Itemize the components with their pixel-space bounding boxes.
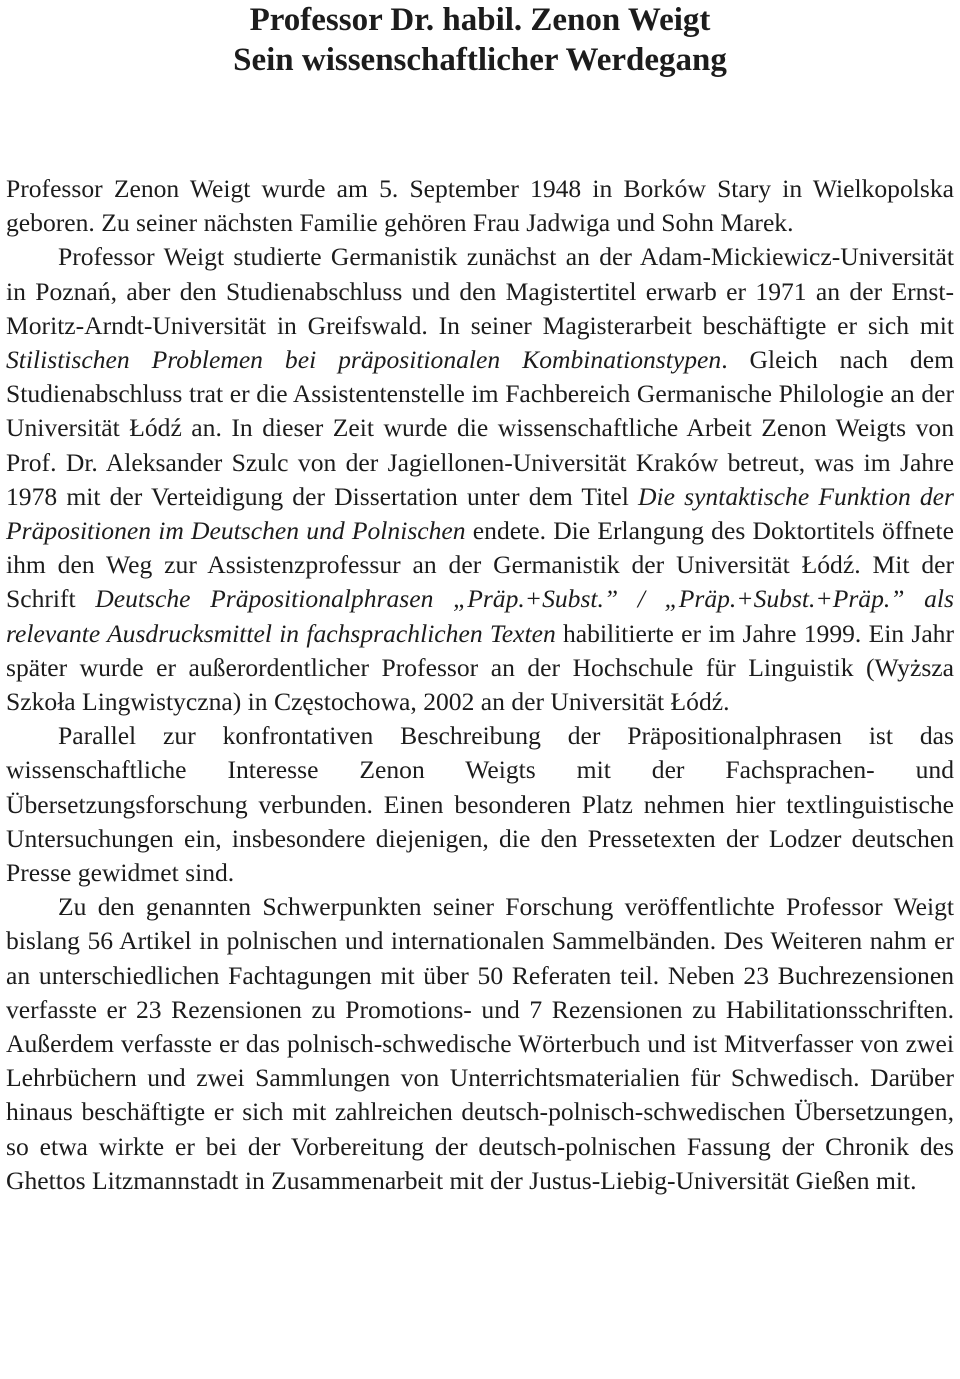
career-text-1: Professor Weigt studierte Germanistik zunächst an der Adam-Mickiewicz-Universität in Poznań, aber den Studienabschluss und den Magistertitel erwarb er 1971 an der Ernst-Moritz-Arndt-Universität in Greifswald. In seiner Magisterarbeit beschäftigte er sich mit (6, 242, 954, 340)
paragraph-career (6, 240, 954, 719)
paragraph-publications: Zu den genannten Schwerpunkten seiner Forschung veröffentlichte Professor Weigt bislang 56 Artikel in polnischen und internationalen Sammelbänden. Des Weiteren nahm er an unterschiedlichen Fachtagungen mit über 50 Referaten teil. Neben 23 Buchrezensionen verfasste er 23 Rezensionen zu Promotions- und 7 Rezensionen zu Habilitationsschriften. Außerdem verfasste er das polnisch-schwedische Wörterbuch und ist Mitverfasser von zwei Lehrbüchern und zwei Sammlungen von Unterrichtsmaterialien für Schwedisch. Darüber hinaus beschäftigte er sich mit zahlreichen deutsch-polnisch-schwedischen Übersetzungen, so etwa wirkte er bei der Vorbereitung der deutsch-polnischen Fassung der Chronik des Ghettos Litzmannstadt in Zusammenarbeit mit der Justus-Liebig-Universität Gießen mit. (6, 892, 954, 1195)
dissertation-title: Die syntaktische Funktion der Präpositionen im Deutschen und Polnischen (6, 481, 954, 546)
habilitation-title: Deutsche Präpositionalphrasen „Präp.+Subst.” / „Präp.+Subst.+Präp.” als relevante Ausdrucksmittel in fachsprachlichen Texten (6, 584, 955, 648)
magister-thesis-title: Stilistischen Problemen bei präpositionalen Kombinationstypen (6, 345, 722, 375)
paragraph-research: Parallel zur konfrontativen Beschreibung der Präpositionalphrasen ist das wissenschaftliche Interesse Zenon Weigts mit der Fachsprachen- und Übersetzungsforschung verbunden. Einen besonderen Platz nehmen hier textlinguistische Untersuchungen ein, insbesondere diejenigen, die den Pressetexten der Lodzer deutschen Presse gewidmet sind. (6, 721, 954, 888)
paragraph-intro: Professor Zenon Weigt wurde am 5. September 1948 in Borków Stary in Wielkopolska geboren. Zu seiner nächsten Familie gehören Frau Jadwiga und Sohn Marek. (6, 174, 954, 238)
career-text-3: endete. Die Erlangung des Doktortitels öffnete ihm den Weg zur Assistenzprofessur an der Germanistik der Universität Łódź. Mit der Schrift (6, 516, 954, 614)
title-line-2: Sein wissenschaftlicher Werdegang (233, 42, 727, 78)
career-text-2: . Gleich nach dem Studienabschluss trat er die Assistentenstelle im Fachbereich Germanische Philologie an der Universität Łódź an. In dieser Zeit wurde die wissenschaftliche Arbeit Zenon Weigts von Prof. Dr. Aleksander Szulc von der Jagiellonen-Universität Kraków betreut, was im Jahre 1978 mit der Verteidigung der Dissertation unter dem Titel (6, 345, 954, 511)
body-text (6, 172, 954, 1198)
career-text-4: habilitierte er im Jahre 1999. Ein Jahr später wurde er außerordentlicher Professor an der Hochschule für Linguistik (Wyższa Szkoła Lingwistyczna) in Częstochowa, 2002 an der Universität Łódź. (6, 618, 954, 717)
document-page (6, 0, 954, 1198)
page-title (6, 0, 954, 80)
title-line-1: Professor Dr. habil. Zenon Weigt (249, 2, 711, 38)
